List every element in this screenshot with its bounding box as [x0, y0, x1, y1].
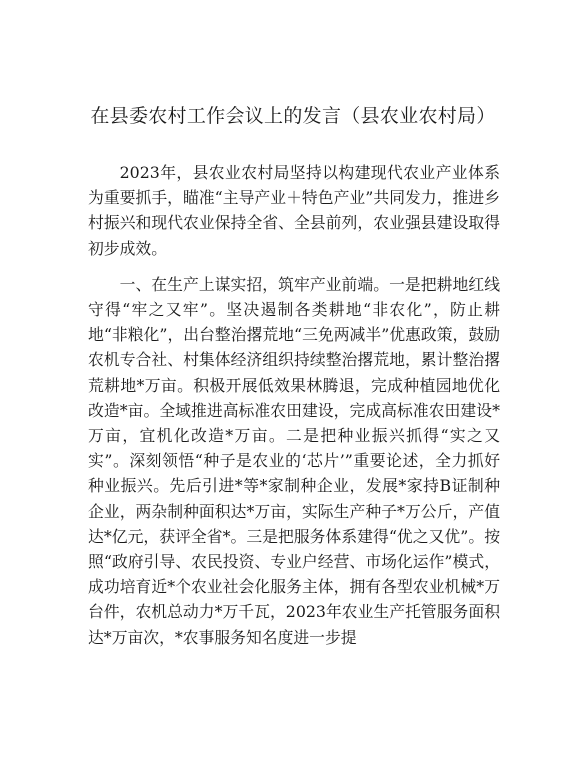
document-title: 在县委农村工作会议上的发言（县农业农村局）	[90, 105, 496, 127]
document-body	[88, 160, 500, 661]
section-one-paragraph: 一、在生产上谋实招，筑牢产业前端。一是把耕地红线守得“牢之又牢”。坚决遏制各类耕地“非农化”，防止耕地“非粮化”，出台整治撂荒地“三免两减半”优惠政策，鼓励农机专合社、村集体经济组织持续整治撂荒地，累计整治撂荒耕地*万亩。积极开展低效果林腾退，完成种植园地优化改造*亩。全域推进高标准农田建设，完成高标准农田建设*万亩，宜机化改造*万亩。二是把种业振兴抓得“实之又实”。深刻领悟“种子是农业的‘芯片’”重要论述，全力抓好种业振兴。先后引进*等*家制种企业，发展*家持B证制种企业，两杂制种面积达*万亩，实际生产种子*万公斤，产值达*亿元，获评全省*。三是把服务体系建得“优之又优”。按照“政府引导、农民投资、专业户经营、市场化运作”模式，成功培育近*个农业社会化服务主体，拥有各型农业机械*万台件，农机总动力*万千瓦，2023年农业生产托管服务面积达*万亩次，*农事服务知名度进一步提	[88, 274, 500, 647]
intro-paragraph: 2023年，县农业农村局坚持以构建现代农业产业体系为重要抓手，瞄准“主导产业＋特色产业”共同发力，推进乡村振兴和现代农业保持全省、全县前列，农业强县建设取得初步成效。	[88, 163, 500, 258]
